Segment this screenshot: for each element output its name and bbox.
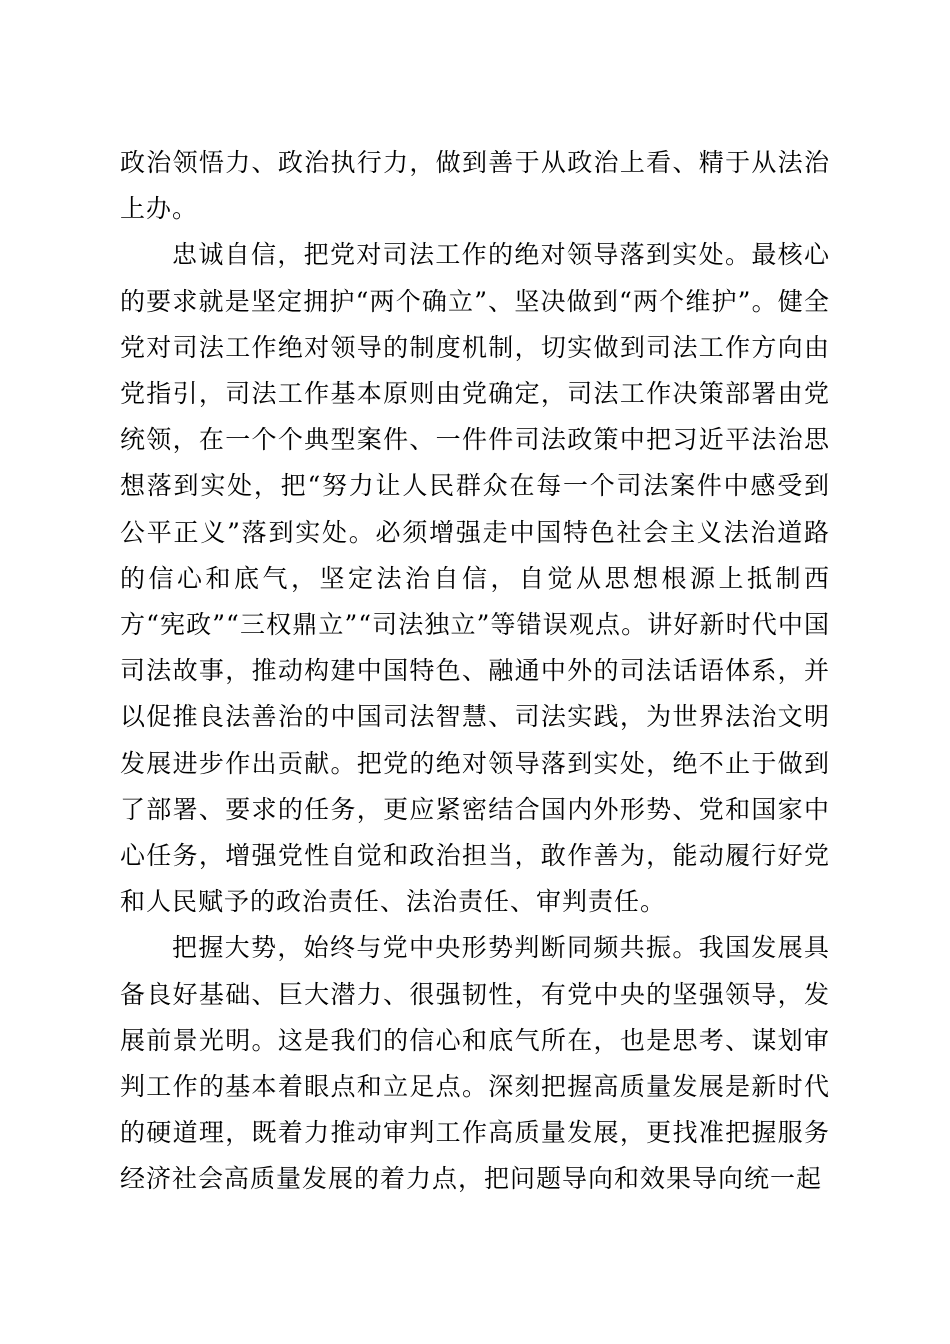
- paragraph-loyalty-confidence: 忠诚自信，把党对司法工作的绝对领导落到实处。最核心的要求就是坚定拥护“两个确立”、坚决做到“两个维护”。健全党对司法工作绝对领导的制度机制，切实做到司法工作方向由党指引，司法工作基本原则由党确定，司法工作决策部署由党统领，在一个个典型案件、一件件司法政策中把习近平法治思想落到实处，把“努力让人民群众在每一个司法案件中感受到公平正义”落到实处。必须增强走中国特色社会主义法治道路的信心和底气，坚定法治自信，自觉从思想根源上抵制西方“宪政”“三权鼎立”“司法独立”等错误观点。讲好新时代中国司法故事，推动构建中国特色、融通中外的司法话语体系，并以促推良法善治的中国司法智慧、司法实践，为世界法治文明发展进步作出贡献。把党的绝对领导落到实处，绝不止于做到了部署、要求的任务，更应紧密结合国内外形势、党和国家中心任务，增强党性自觉和政治担当，敢作善为，能动履行好党和人民赋予的政治责任、法治责任、审判责任。: [120, 240, 830, 917]
- paragraph-grasp-trend: 把握大势，始终与党中央形势判断同频共振。我国发展具备良好基础、巨大潜力、很强韧性，有党中央的坚强领导，发展前景光明。这是我们的信心和底气所在，也是思考、谋划审判工作的基本着眼点和立足点。深刻把握高质量发展是新时代的硬道理，既着力推动审判工作高质量发展，更找准把握服务经济社会高质量发展的着力点，把问题导向和效果导向统一起: [120, 933, 830, 1194]
- paragraph-continuation: 政治领悟力、政治执行力，做到善于从政治上看、精于从法治上办。: [120, 148, 830, 224]
- document-body: [120, 140, 830, 1203]
